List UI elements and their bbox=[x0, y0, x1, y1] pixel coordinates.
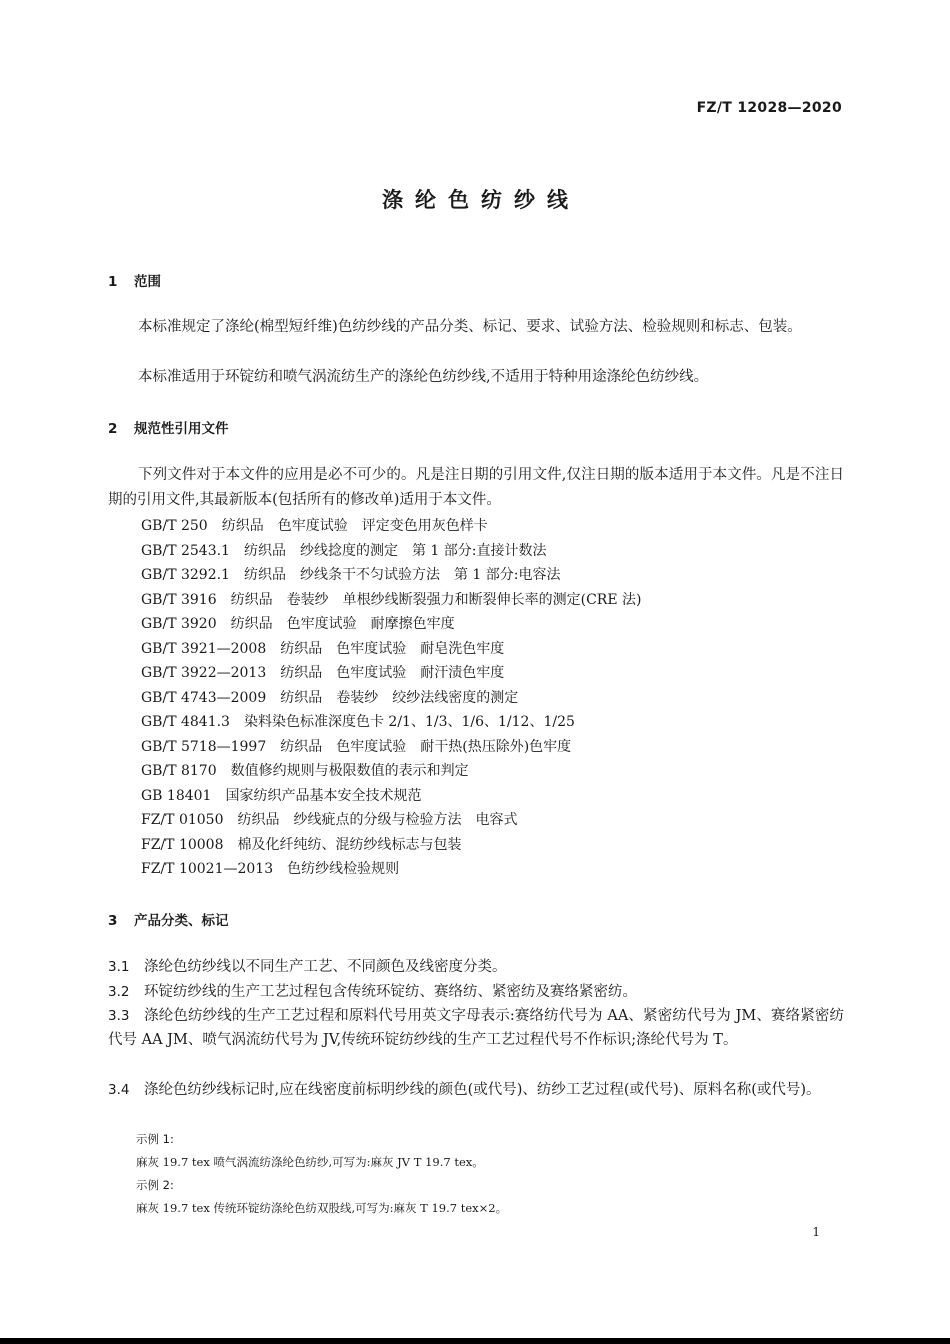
reference-title: 数值修约规则与极限数值的表示和判定 bbox=[230, 763, 469, 779]
clause-text: 环锭纺纱线的生产工艺过程包含传统环锭纺、赛络纺、紧密纺及赛络紧密纺。 bbox=[144, 984, 637, 1000]
reference-code: GB/T 250 bbox=[141, 518, 208, 534]
clause-number: 3.2 bbox=[108, 984, 130, 1000]
bottom-border bbox=[0, 1338, 950, 1344]
reference-title: 纺织品 色牢度试验 评定变色用灰色样卡 bbox=[221, 518, 488, 534]
section-3-number: 3 bbox=[108, 913, 118, 929]
section-2-heading bbox=[108, 417, 229, 437]
reference-code: GB 18401 bbox=[141, 788, 212, 804]
clause-text: 涤纶色纺纱线标记时,应在线密度前标明纱线的颜色(或代号)、纺纱工艺过程(或代号)、原料名称(或代号)。 bbox=[144, 1082, 821, 1098]
reference-code: FZ/T 10021—2013 bbox=[141, 861, 274, 877]
section-2-intro: 下列文件对于本文件的应用是必不可少的。凡是注日期的引用文件,仅注日期的版本适用于本文件。凡是不注日期的引用文件,其最新版本(包括所有的修改单)适用于本文件。 bbox=[108, 467, 844, 508]
reference-item bbox=[141, 515, 488, 535]
reference-code: FZ/T 01050 bbox=[141, 812, 224, 828]
section-1-number: 1 bbox=[108, 274, 118, 290]
section-2-title: 规范性引用文件 bbox=[134, 421, 229, 437]
reference-code: GB/T 3921—2008 bbox=[141, 641, 267, 657]
section-1-title: 范围 bbox=[134, 274, 161, 290]
reference-title: 纺织品 色牢度试验 耐摩擦色牢度 bbox=[230, 616, 455, 632]
reference-code: GB/T 4841.3 bbox=[141, 714, 230, 730]
reference-item bbox=[141, 736, 571, 756]
clause-text: 涤纶色纺纱线以不同生产工艺、不同颜色及线密度分类。 bbox=[144, 959, 507, 975]
reference-title: 纺织品 卷装纱 绞纱法线密度的测定 bbox=[280, 690, 519, 706]
reference-code: GB/T 4743—2009 bbox=[141, 690, 267, 706]
example-2-label: 示例 2: bbox=[136, 1178, 174, 1192]
reference-code: GB/T 3292.1 bbox=[141, 567, 230, 583]
reference-item bbox=[141, 638, 504, 658]
clause-number: 3.3 bbox=[108, 1008, 130, 1024]
section-1-heading bbox=[108, 270, 161, 290]
standard-number: FZ/T 12028—2020 bbox=[696, 100, 842, 116]
reference-title: 染料染色标准深度色卡 2/1、1/3、1/6、1/12、1/25 bbox=[243, 714, 575, 730]
section-2-number: 2 bbox=[108, 421, 118, 437]
clause-3-2 bbox=[108, 980, 844, 1004]
document-title: 涤纶色纺纱线 bbox=[382, 188, 580, 212]
reference-title: 纺织品 纱线疵点的分级与检验方法 电容式 bbox=[237, 812, 518, 828]
reference-code: GB/T 3920 bbox=[141, 616, 217, 632]
reference-code: GB/T 5718—1997 bbox=[141, 739, 267, 755]
reference-title: 纺织品 卷装纱 单根纱线断裂强力和断裂伸长率的测定(CRE 法) bbox=[230, 592, 642, 608]
reference-item bbox=[141, 687, 518, 707]
section-3-title: 产品分类、标记 bbox=[134, 913, 229, 929]
clause-3-3 bbox=[108, 1004, 844, 1052]
reference-item bbox=[141, 540, 547, 560]
reference-item bbox=[141, 711, 575, 731]
reference-code: GB/T 3922—2013 bbox=[141, 665, 267, 681]
reference-title: 棉及化纤纯纺、混纺纱线标志与包装 bbox=[237, 837, 462, 853]
section-3-heading bbox=[108, 909, 229, 929]
page-number: 1 bbox=[812, 1225, 820, 1239]
reference-code: GB/T 3916 bbox=[141, 592, 217, 608]
reference-title: 纺织品 色牢度试验 耐汗渍色牢度 bbox=[280, 665, 505, 681]
clause-text: 涤纶色纺纱线的生产工艺过程和原料代号用英文字母表示:赛络纺代号为 AA、紧密纺代号为 JM、赛络紧密纺代号 AA JM、喷气涡流纺代号为 JV,传统环锭纺纱线的生产工艺过程代号不作标识;涤纶代号为 T。 bbox=[108, 1008, 844, 1048]
reference-title: 纺织品 色牢度试验 耐干热(热压除外)色牢度 bbox=[280, 739, 572, 755]
reference-code: FZ/T 10008 bbox=[141, 837, 224, 853]
reference-item bbox=[141, 834, 461, 854]
reference-item bbox=[141, 809, 517, 829]
reference-item bbox=[141, 662, 504, 682]
reference-title: 纺织品 纱线捻度的测定 第 1 部分:直接计数法 bbox=[243, 543, 547, 559]
section-1-paragraph-1: 本标准规定了涤纶(棉型短纤维)色纺纱线的产品分类、标记、要求、试验方法、检验规则和标志、包装。 bbox=[138, 319, 802, 335]
reference-item bbox=[141, 613, 455, 633]
clause-3-4 bbox=[108, 1078, 844, 1102]
reference-title: 色纺纱线检验规则 bbox=[287, 861, 400, 877]
example-1-text: 麻灰 19.7 tex 喷气涡流纺涤纶色纺纱,可写为:麻灰 JV T 19.7 tex。 bbox=[136, 1155, 484, 1169]
reference-title: 国家纺织产品基本安全技术规范 bbox=[225, 788, 422, 804]
reference-item bbox=[141, 785, 421, 805]
reference-title: 纺织品 色牢度试验 耐皂洗色牢度 bbox=[280, 641, 505, 657]
reference-code: GB/T 8170 bbox=[141, 763, 217, 779]
clause-3-1 bbox=[108, 955, 844, 979]
example-1-label: 示例 1: bbox=[136, 1132, 174, 1146]
reference-item bbox=[141, 760, 469, 780]
reference-title: 纺织品 纱线条干不匀试验方法 第 1 部分:电容法 bbox=[243, 567, 561, 583]
reference-item bbox=[141, 564, 561, 584]
section-1-paragraph-2: 本标准适用于环锭纺和喷气涡流纺生产的涤纶色纺纱线,不适用于特种用途涤纶色纺纱线。 bbox=[138, 369, 709, 385]
clause-number: 3.4 bbox=[108, 1082, 130, 1098]
reference-item bbox=[141, 858, 399, 878]
clause-number: 3.1 bbox=[108, 959, 130, 975]
example-2-text: 麻灰 19.7 tex 传统环锭纺涤纶色纺双股线,可写为:麻灰 T 19.7 tex×2。 bbox=[136, 1201, 508, 1215]
reference-code: GB/T 2543.1 bbox=[141, 543, 230, 559]
reference-item bbox=[141, 589, 641, 609]
